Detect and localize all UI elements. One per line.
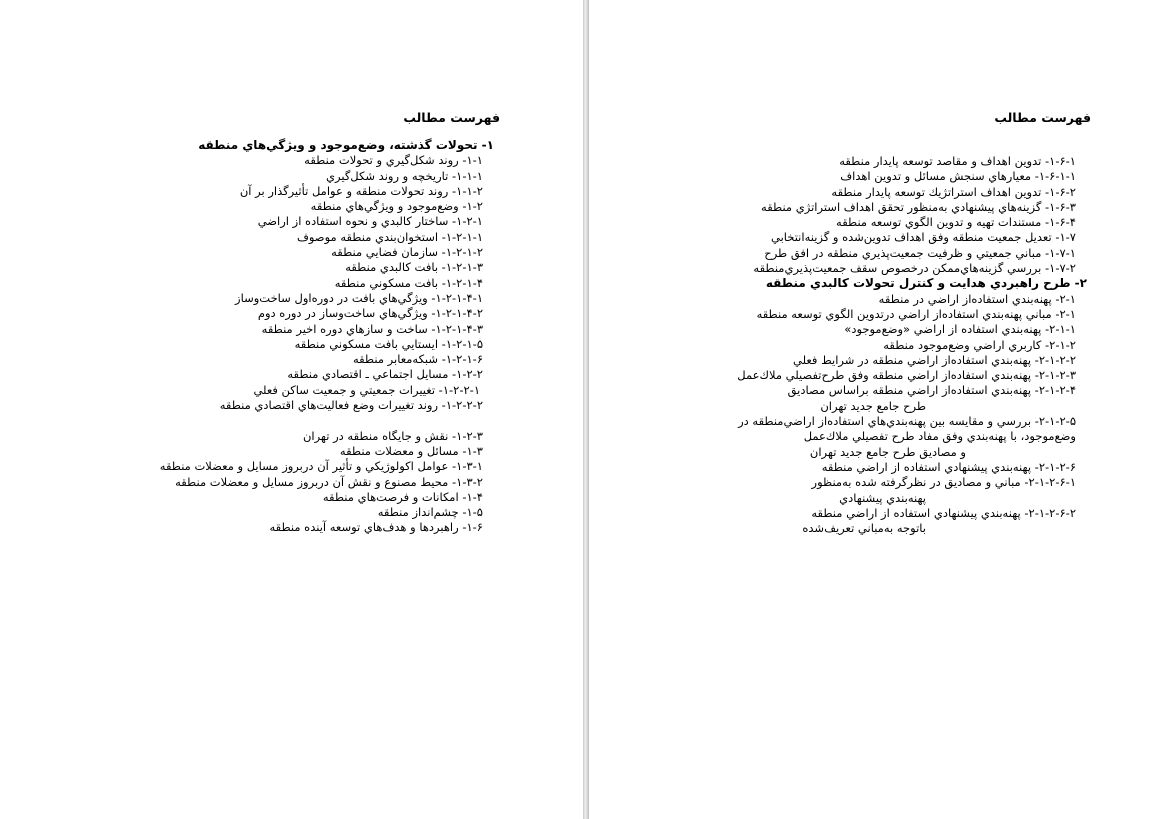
toc-entry: ۲-۱-۲-۴- پهنه‌بندي استفاده‌از اراضي منطقه براساس مصاديق — [787, 383, 1076, 398]
toc-entry: ۱-۲-۱-۳- بافت كالبدي منطقه — [345, 260, 483, 275]
toc-entry: ۱-۲-۲-۲- روند تغييرات وضع فعاليت‌هاي اقتصادي منطقه — [219, 398, 483, 413]
toc-entry: ۱-۶-۱-۱- معيارهاي سنجش مسائل و تدوين اهداف — [840, 169, 1076, 184]
toc-entry: ۱-۲-۱-۴-۳- ساخت و سازهاي دوره اخير منطقه — [261, 321, 483, 336]
toc-entry: ۱-۲-۱-۵- ايستايي بافت مسكوني منطقه — [294, 336, 483, 351]
toc-entry: باتوجه به‌مباني تعريف‌شده — [802, 521, 926, 536]
toc-entry: ۱-۳-۱- عوامل اكولوژيكي و تأثير آن دربروز مسايل و معضلات منطقه — [159, 459, 483, 474]
toc-entry: پهنه‌بندي پيشنهادي — [839, 490, 926, 505]
toc-entry: ۲-۱- پهنه‌بندي استفاده‌از اراضي در منطقه — [878, 291, 1076, 306]
toc-entry: ۲-۱-۲-۶-۱- مباني و مصاديق در نظرگرفته شده به‌منظور — [811, 475, 1076, 490]
toc-entry: ۱-۲-۱-۴-۲- ويژگي‌هاي ساخت‌وساز در دوره دوم — [257, 306, 483, 321]
toc-entry: ۲-۱-۱- پهنه‌بندي استفاده از اراضي «وضع‌موجود» — [844, 322, 1076, 337]
toc-entry: ۱-۲-۱-۴- بافت مسكوني منطقه — [334, 275, 483, 290]
right-page — [589, 0, 1169, 819]
toc-entry: ۱-۳-۲- محيط مصنوع و نقش آن دربروز مسايل و معضلات منطقه — [175, 474, 483, 489]
toc-entry: ۱-۷-۱- مباني جمعيتي و ظرفيت جمعيت‌پذيري منطقه در افق طرح — [764, 245, 1076, 260]
left-page — [0, 0, 583, 819]
toc-entry: ۱-۶- راهبردها و هدف‌هاي توسعه آينده منطقه — [269, 520, 483, 535]
toc-spacer — [160, 413, 494, 428]
toc-entry: ۲-۱-۲-۵- بررسي و مقايسه بين پهنه‌بندي‌هاي استفاده‌از اراضي‌منطقه در — [738, 414, 1076, 429]
toc-entry: ۱-۲-۱-۴-۱- ويژگي‌هاي بافت در دوره‌اول ساخت‌وساز — [235, 290, 483, 305]
toc-entry: ۲-۱-۲- كاربري اراضي وضع‌موجود منطقه — [883, 337, 1076, 352]
toc-entry: ۱-۱- روند شكل‌گيري و تحولات منطقه — [304, 153, 483, 168]
toc-entry: ۲-۱-۲-۳- پهنه‌بندي استفاده‌از اراضي منطقه وفق طرح‌تفصيلي ملاك‌عمل — [737, 368, 1076, 383]
toc-entry: ۲-۱-۲-۲- پهنه‌بندي استفاده‌از اراضي منطقه در شرايط فعلي — [792, 352, 1076, 367]
toc-entry: ۱-۲-۱-۲- سازمان فضايي منطقه — [331, 245, 483, 260]
toc-entry: طرح جامع جديد تهران — [820, 398, 926, 413]
toc-entry: ۱-۴- امكانات و فرصت‌هاي منطقه — [322, 489, 483, 504]
toc-entry: ۱-۷-۲- بررسي گزينه‌هاي‌ممكن درخصوص سقف جمعيت‌پذيري‌منطقه — [753, 261, 1076, 276]
toc-entry: ۱-۳- مسائل و معضلات منطقه — [339, 443, 483, 458]
toc-entry: و مصاديق طرح جامع جديد تهران — [809, 444, 966, 459]
toc-entry: ۱-۲-۲- مسايل اجتماعي ـ اقتصادي منطقه — [287, 367, 483, 382]
toc-entry: ۱-۲-۱-۶- شبكه‌معابر منطقه — [352, 352, 483, 367]
toc-entry: ۱-۷- تعديل جمعيت منطقه وفق اهداف تدوين‌شده و گزينه‌انتخابي — [770, 230, 1076, 245]
toc-entry: ۱-۲- وضع‌موجود و ويژگي‌هاي منطقه — [310, 199, 483, 214]
right-page-title: فهرست مطالب — [994, 110, 1091, 125]
toc-entry: ۱-۲-۱-۱- استخوان‌بندي منطقه موصوف — [296, 229, 483, 244]
toc-entry: ۱-۲-۲-۱- تغييرات جمعيتي و جمعيت ساكن فعلي — [253, 382, 480, 397]
left-page-title: فهرست مطالب — [403, 110, 500, 125]
toc-entry: ۱-۲-۱- ساختار كالبدي و نحوه استفاده از اراضي — [257, 214, 483, 229]
toc-entry: ۱- تحولات گذشته، وضع‌موجود و ويژگي‌هاي منطقه — [198, 138, 494, 152]
toc-entry: ۱-۱-۱- تاريخچه و روند شكل‌گيري — [326, 168, 483, 183]
toc-entry: ۱-۶-۲- تدوين اهداف استراتژيك توسعه پايدار منطقه — [831, 184, 1076, 199]
toc-entry: ۲- طرح راهبردي هدايت و كنترل تحولات كالبدي منطقه — [765, 276, 1087, 291]
toc-entry: وضع‌موجود، با پهنه‌بندي وفق مفاد طرح تفصيلي ملاك‌عمل — [803, 429, 1076, 444]
left-toc-list — [160, 138, 494, 536]
toc-entry: ۲-۱- مباني پهنه‌بندي استفاده‌از اراضي درتدوين الگوي توسعه منطقه — [756, 306, 1076, 321]
toc-entry: ۱-۶-۴- مستندات تهيه و تدوين الگوي توسعه منطقه — [836, 215, 1076, 230]
toc-entry: ۲-۱-۲-۶-۲- پهنه‌بندي پيشنهادي استفاده از اراضي منطقه — [811, 505, 1076, 520]
toc-entry: ۲-۱-۲-۶- پهنه‌بندي پيشنهادي استفاده از اراضي منطقه — [821, 459, 1076, 474]
right-toc-list — [737, 154, 1087, 536]
toc-entry: ۱-۲-۳- نقش و جايگاه منطقه در تهران — [302, 428, 483, 443]
toc-entry: ۱-۵- چشم‌انداز منطقه — [377, 505, 483, 520]
toc-entry: ۱-۶-۳- گزينه‌هاي پيشنهادي به‌منظور تحقق اهداف استراتژي منطقه — [761, 199, 1076, 214]
toc-entry: ۱-۱-۲- روند تحولات منطقه و عوامل تأثيرگذار بر آن — [239, 183, 483, 198]
toc-entry: ۱-۶-۱- تدوين اهداف و مقاصد توسعه پايدار منطقه — [839, 154, 1076, 168]
